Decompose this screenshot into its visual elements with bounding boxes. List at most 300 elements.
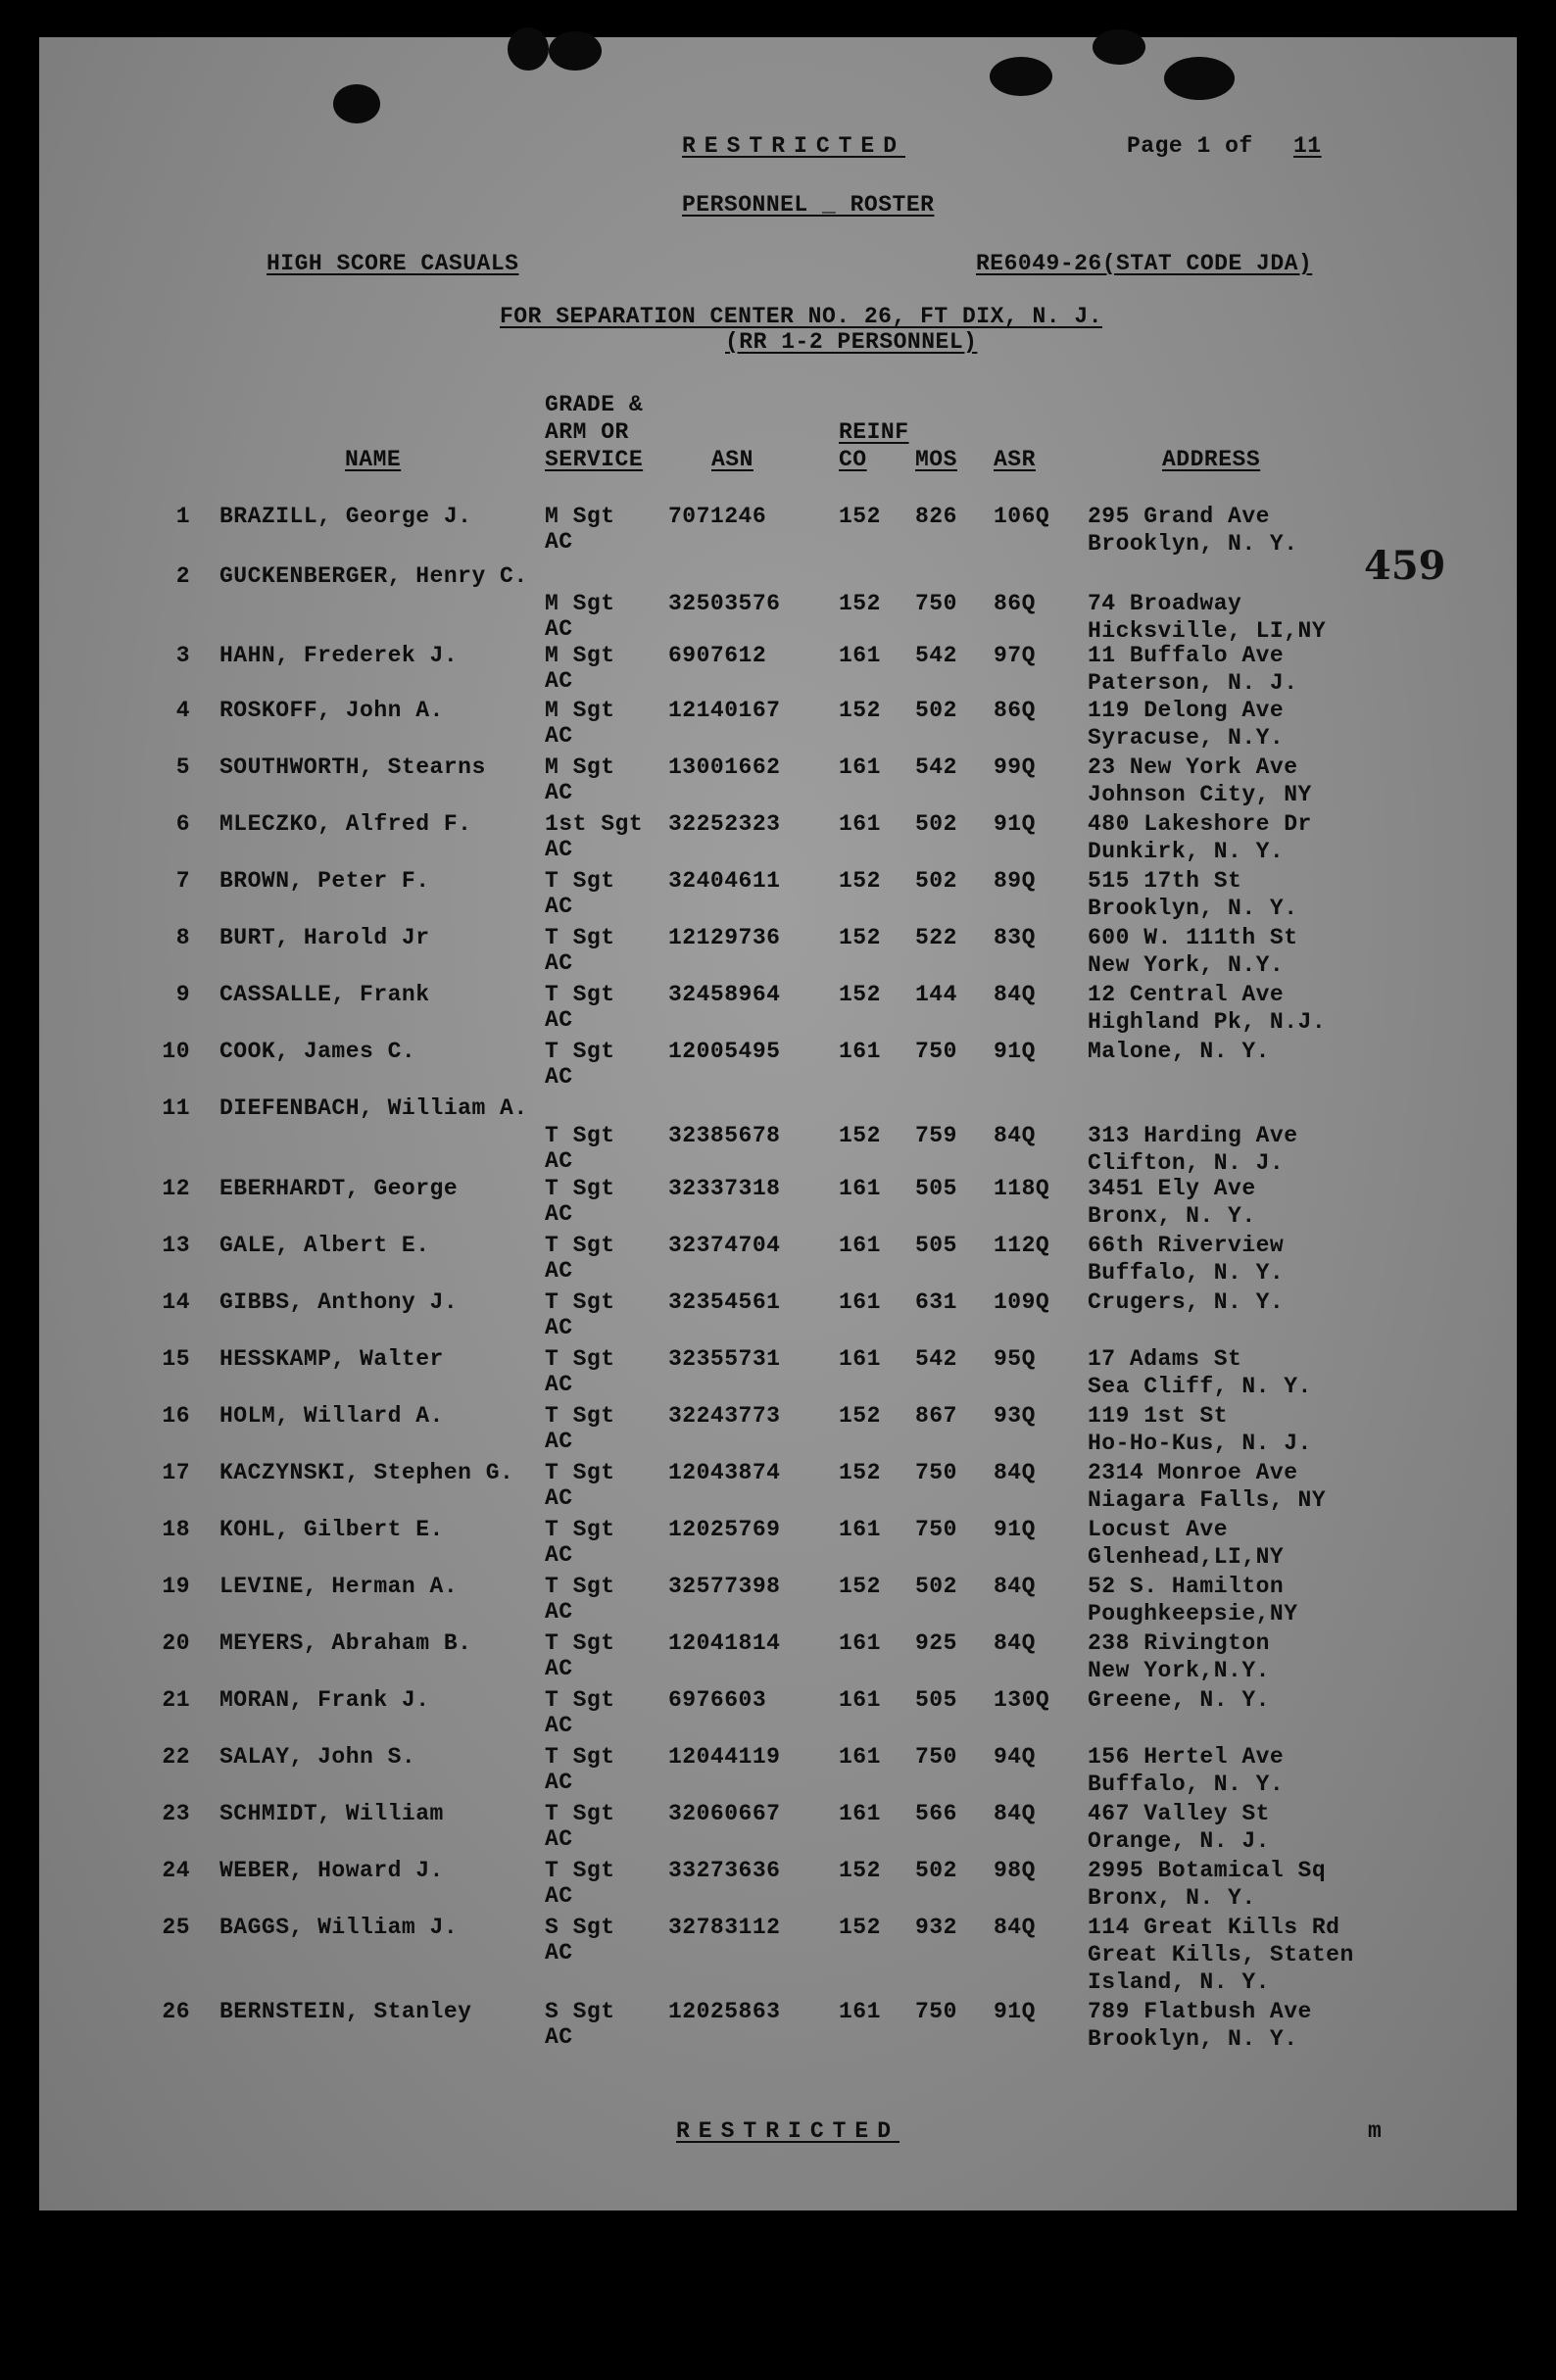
row-name: HESSKAMP, Walter — [219, 1346, 444, 1372]
row-name: DIEFENBACH, William A. — [219, 1095, 528, 1121]
row-grade: T Sgt — [545, 1687, 615, 1713]
row-arm: AC — [545, 1148, 573, 1174]
row-arm: AC — [545, 950, 573, 976]
row-name: SOUTHWORTH, Stearns — [219, 754, 486, 780]
row-asr: 84Q — [994, 1630, 1036, 1656]
row-mos: 826 — [915, 504, 957, 529]
row-address-line1: Malone, N. Y. — [1088, 1039, 1270, 1064]
row-address-line1: 789 Flatbush Ave — [1088, 1999, 1312, 2024]
row-grade: T Sgt — [545, 1744, 615, 1770]
restricted-header: RESTRICTED — [682, 133, 906, 159]
row-address-line2: Johnson City, NY — [1088, 782, 1312, 807]
row-asn: 32783112 — [668, 1915, 781, 1940]
row-mos: 750 — [915, 591, 957, 616]
row-asn: 12129736 — [668, 925, 781, 950]
group-left: HIGH SCORE CASUALS — [267, 251, 519, 276]
row-grade: T Sgt — [545, 1574, 615, 1599]
row-address-line1: 313 Harding Ave — [1088, 1123, 1298, 1148]
row-address-line2: Sea Cliff, N. Y. — [1088, 1374, 1312, 1399]
row-name: HOLM, Willard A. — [219, 1403, 444, 1429]
table-row — [39, 868, 1517, 927]
row-number: 17 — [162, 1460, 190, 1485]
row-co: 152 — [839, 1858, 881, 1883]
row-asn: 32243773 — [668, 1403, 781, 1429]
row-co: 152 — [839, 982, 881, 1007]
row-grade: 1st Sgt — [545, 811, 644, 837]
row-arm: AC — [545, 1064, 573, 1090]
row-address-line2: Paterson, N. J. — [1088, 670, 1298, 696]
row-address-line2: Ho-Ho-Kus, N. J. — [1088, 1431, 1312, 1456]
row-address-line2: Highland Pk, N.J. — [1088, 1009, 1327, 1035]
row-asr: 94Q — [994, 1744, 1036, 1770]
row-asn: 32385678 — [668, 1123, 781, 1148]
row-name: CASSALLE, Frank — [219, 982, 430, 1007]
row-grade: T Sgt — [545, 1801, 615, 1826]
row-grade: T Sgt — [545, 1176, 615, 1201]
row-co: 152 — [839, 1460, 881, 1485]
row-co: 152 — [839, 698, 881, 723]
row-asr: 86Q — [994, 591, 1036, 616]
row-mos: 502 — [915, 1858, 957, 1883]
row-asr: 91Q — [994, 1517, 1036, 1542]
table-row — [39, 1744, 1517, 1803]
row-asr: 91Q — [994, 1999, 1036, 2024]
row-name: HAHN, Frederek J. — [219, 643, 459, 668]
row-co: 152 — [839, 1915, 881, 1940]
row-number: 22 — [162, 1744, 190, 1770]
row-name: MORAN, Frank J. — [219, 1687, 430, 1713]
row-asn: 32354561 — [668, 1289, 781, 1315]
row-number: 26 — [162, 1999, 190, 2024]
row-co: 152 — [839, 1574, 881, 1599]
table-row — [39, 1915, 1517, 1995]
row-grade: M Sgt — [545, 643, 615, 668]
table-row — [39, 982, 1517, 1041]
row-arm: AC — [545, 780, 573, 805]
row-address-line2: Buffalo, N. Y. — [1088, 1772, 1285, 1797]
row-mos: 502 — [915, 698, 957, 723]
row-asr: 109Q — [994, 1289, 1050, 1315]
row-name: ROSKOFF, John A. — [219, 698, 444, 723]
row-asr: 91Q — [994, 811, 1036, 837]
row-co: 152 — [839, 925, 881, 950]
row-asn: 12043874 — [668, 1460, 781, 1485]
row-number: 20 — [162, 1630, 190, 1656]
stamp-number: 459 — [1364, 543, 1446, 589]
row-asr: 84Q — [994, 1915, 1036, 1940]
col-name: NAME — [345, 447, 402, 472]
row-asr: 83Q — [994, 925, 1036, 950]
row-arm: AC — [545, 1940, 573, 1966]
row-address-line2: Poughkeepsie,NY — [1088, 1601, 1298, 1627]
row-mos: 750 — [915, 1460, 957, 1485]
table-row — [39, 698, 1517, 756]
row-grade: T Sgt — [545, 1289, 615, 1315]
row-mos: 502 — [915, 811, 957, 837]
row-arm: AC — [545, 2024, 573, 2050]
row-asr: 84Q — [994, 1460, 1036, 1485]
punch-hole — [990, 57, 1052, 96]
table-row — [39, 1574, 1517, 1632]
row-grade: M Sgt — [545, 591, 615, 616]
row-address-line1: 23 New York Ave — [1088, 754, 1298, 780]
row-address-line1: 74 Broadway — [1088, 591, 1242, 616]
row-address-line2: Dunkirk, N. Y. — [1088, 839, 1285, 864]
row-address-line1: 600 W. 111th St — [1088, 925, 1298, 950]
row-mos: 759 — [915, 1123, 957, 1148]
row-co: 161 — [839, 1801, 881, 1826]
row-asn: 32252323 — [668, 811, 781, 837]
table-row — [39, 1687, 1517, 1746]
group-right: RE6049-26(STAT CODE JDA) — [976, 251, 1313, 276]
row-address-line1: 515 17th St — [1088, 868, 1242, 894]
row-number: 25 — [162, 1915, 190, 1940]
row-name: KACZYNSKI, Stephen G. — [219, 1460, 514, 1485]
row-grade: S Sgt — [545, 1915, 615, 1940]
row-co: 152 — [839, 504, 881, 529]
punch-hole — [1093, 29, 1145, 65]
row-name: BAGGS, William J. — [219, 1915, 459, 1940]
row-number: 12 — [162, 1176, 190, 1201]
row-co: 152 — [839, 1123, 881, 1148]
row-mos: 631 — [915, 1289, 957, 1315]
row-asn: 32503576 — [668, 591, 781, 616]
row-co: 152 — [839, 1403, 881, 1429]
row-asr: 95Q — [994, 1346, 1036, 1372]
row-address-line2: New York, N.Y. — [1088, 952, 1285, 978]
row-asn: 6976603 — [668, 1687, 767, 1713]
row-number: 1 — [175, 504, 190, 529]
row-arm: AC — [545, 1713, 573, 1738]
row-mos: 502 — [915, 868, 957, 894]
row-asr: 84Q — [994, 1801, 1036, 1826]
row-name: KOHL, Gilbert E. — [219, 1517, 444, 1542]
row-arm: AC — [545, 1599, 573, 1625]
row-co: 161 — [839, 1039, 881, 1064]
row-mos: 542 — [915, 1346, 957, 1372]
row-address-line1: 295 Grand Ave — [1088, 504, 1270, 529]
row-co: 161 — [839, 1346, 881, 1372]
row-mos: 502 — [915, 1574, 957, 1599]
table-row — [39, 1517, 1517, 1576]
col-address: ADDRESS — [1162, 447, 1261, 472]
row-arm: AC — [545, 1826, 573, 1852]
row-asn: 12025769 — [668, 1517, 781, 1542]
row-mos: 750 — [915, 1039, 957, 1064]
row-address-line2: Brooklyn, N. Y. — [1088, 896, 1298, 921]
row-grade: T Sgt — [545, 925, 615, 950]
row-address-line2: New York,N.Y. — [1088, 1658, 1270, 1683]
row-name: BRAZILL, George J. — [219, 504, 472, 529]
row-arm: AC — [545, 668, 573, 694]
page-total: 11 — [1293, 133, 1322, 159]
table-row — [39, 1039, 1517, 1097]
col-asn: ASN — [711, 447, 754, 472]
row-address-line1: 11 Buffalo Ave — [1088, 643, 1285, 668]
row-asr: 98Q — [994, 1858, 1036, 1883]
punch-hole — [508, 27, 549, 71]
row-mos: 750 — [915, 1517, 957, 1542]
row-arm: AC — [545, 616, 573, 642]
table-row — [39, 504, 1517, 562]
row-arm: AC — [545, 1315, 573, 1340]
row-co: 161 — [839, 1289, 881, 1315]
table-row — [39, 1346, 1517, 1405]
row-address-line2: Orange, N. J. — [1088, 1828, 1270, 1854]
table-row — [39, 1176, 1517, 1235]
row-address-line1: Greene, N. Y. — [1088, 1687, 1270, 1713]
row-grade: T Sgt — [545, 1233, 615, 1258]
table-row — [39, 811, 1517, 870]
row-address-line1: 238 Rivington — [1088, 1630, 1270, 1656]
row-co: 161 — [839, 1517, 881, 1542]
row-address-line1: 119 1st St — [1088, 1403, 1229, 1429]
row-asn: 13001662 — [668, 754, 781, 780]
row-name: COOK, James C. — [219, 1039, 416, 1064]
row-address-line2: Buffalo, N. Y. — [1088, 1260, 1285, 1286]
row-grade: T Sgt — [545, 1039, 615, 1064]
row-number: 15 — [162, 1346, 190, 1372]
row-arm: AC — [545, 723, 573, 749]
row-number: 4 — [175, 698, 190, 723]
table-row — [39, 1858, 1517, 1917]
row-number: 14 — [162, 1289, 190, 1315]
row-number: 6 — [175, 811, 190, 837]
row-asn: 32374704 — [668, 1233, 781, 1258]
row-number: 13 — [162, 1233, 190, 1258]
row-asr: 84Q — [994, 1123, 1036, 1148]
row-arm: AC — [545, 837, 573, 862]
row-address-line1: 114 Great Kills Rd — [1088, 1915, 1340, 1940]
row-address-line1: 156 Hertel Ave — [1088, 1744, 1285, 1770]
row-arm: AC — [545, 1485, 573, 1511]
row-number: 21 — [162, 1687, 190, 1713]
row-arm: AC — [545, 894, 573, 919]
row-address-line2: Bronx, N. Y. — [1088, 1203, 1256, 1229]
row-asr: 93Q — [994, 1403, 1036, 1429]
row-mos: 566 — [915, 1801, 957, 1826]
restricted-footer: RESTRICTED — [676, 2118, 900, 2144]
col-co: CO — [839, 447, 867, 472]
row-mos: 925 — [915, 1630, 957, 1656]
row-address-line1: 467 Valley St — [1088, 1801, 1270, 1826]
row-grade: M Sgt — [545, 504, 615, 529]
row-grade: T Sgt — [545, 1346, 615, 1372]
row-co: 152 — [839, 591, 881, 616]
row-asn: 7071246 — [668, 504, 767, 529]
col-mos: MOS — [915, 447, 957, 472]
row-co: 161 — [839, 1687, 881, 1713]
row-grade: S Sgt — [545, 1999, 615, 2024]
col-grade-2: ARM OR — [545, 419, 629, 445]
row-co: 161 — [839, 1744, 881, 1770]
row-asn: 12005495 — [668, 1039, 781, 1064]
row-mos: 542 — [915, 754, 957, 780]
row-name: SCHMIDT, William — [219, 1801, 444, 1826]
row-address-line2: Great Kills, Staten — [1088, 1942, 1354, 1967]
personnel-type: (RR 1-2 PERSONNEL) — [725, 329, 978, 355]
table-row — [39, 1233, 1517, 1291]
row-asn: 32060667 — [668, 1801, 781, 1826]
row-asn: 12140167 — [668, 698, 781, 723]
row-grade: T Sgt — [545, 1123, 615, 1148]
row-asn: 12044119 — [668, 1744, 781, 1770]
row-grade: T Sgt — [545, 1517, 615, 1542]
row-asn: 32337318 — [668, 1176, 781, 1201]
table-row — [39, 1403, 1517, 1462]
row-asr: 130Q — [994, 1687, 1050, 1713]
table-row — [39, 643, 1517, 702]
col-grade-1: GRADE & — [545, 392, 644, 417]
row-number: 19 — [162, 1574, 190, 1599]
row-address-line1: 12 Central Ave — [1088, 982, 1285, 1007]
row-asr: 86Q — [994, 698, 1036, 723]
row-number: 7 — [175, 868, 190, 894]
row-co: 161 — [839, 1233, 881, 1258]
row-asr: 89Q — [994, 868, 1036, 894]
row-address-line1: 3451 Ely Ave — [1088, 1176, 1256, 1201]
row-number: 11 — [162, 1095, 190, 1121]
row-name: GUCKENBERGER, Henry C. — [219, 563, 528, 589]
row-number: 5 — [175, 754, 190, 780]
row-number: 3 — [175, 643, 190, 668]
row-asr: 84Q — [994, 1574, 1036, 1599]
row-asn: 33273636 — [668, 1858, 781, 1883]
row-grade: T Sgt — [545, 1403, 615, 1429]
row-number: 8 — [175, 925, 190, 950]
row-number: 23 — [162, 1801, 190, 1826]
row-asr: 91Q — [994, 1039, 1036, 1064]
row-address-line1: Locust Ave — [1088, 1517, 1229, 1542]
row-co: 161 — [839, 811, 881, 837]
row-asn: 32355731 — [668, 1346, 781, 1372]
row-arm: AC — [545, 529, 573, 555]
row-name: GIBBS, Anthony J. — [219, 1289, 459, 1315]
row-asn: 12041814 — [668, 1630, 781, 1656]
table-row — [39, 1801, 1517, 1860]
punch-hole — [549, 31, 602, 71]
row-arm: AC — [545, 1770, 573, 1795]
row-mos: 542 — [915, 643, 957, 668]
col-asr: ASR — [994, 447, 1036, 472]
row-mos: 522 — [915, 925, 957, 950]
row-name: WEBER, Howard J. — [219, 1858, 444, 1883]
row-grade: T Sgt — [545, 1630, 615, 1656]
punch-hole — [1164, 57, 1235, 100]
row-mos: 932 — [915, 1915, 957, 1940]
row-name: MLECZKO, Alfred F. — [219, 811, 472, 837]
row-arm: AC — [545, 1656, 573, 1681]
row-name: SALAY, John S. — [219, 1744, 416, 1770]
punch-hole — [333, 84, 380, 123]
row-mos: 750 — [915, 1999, 957, 2024]
row-arm: AC — [545, 1201, 573, 1227]
row-number: 16 — [162, 1403, 190, 1429]
row-co: 161 — [839, 1630, 881, 1656]
row-address-line1: 66th Riverview — [1088, 1233, 1285, 1258]
row-asr: 118Q — [994, 1176, 1050, 1201]
row-mos: 505 — [915, 1176, 957, 1201]
row-name: LEVINE, Herman A. — [219, 1574, 459, 1599]
row-grade: M Sgt — [545, 754, 615, 780]
row-name: EBERHARDT, George — [219, 1176, 459, 1201]
row-address-line3: Island, N. Y. — [1088, 1969, 1270, 1995]
row-address-line1: 17 Adams St — [1088, 1346, 1242, 1372]
row-address-line2: Bronx, N. Y. — [1088, 1885, 1256, 1911]
row-asr: 84Q — [994, 982, 1036, 1007]
row-mos: 505 — [915, 1233, 957, 1258]
row-grade: T Sgt — [545, 1858, 615, 1883]
row-co: 161 — [839, 1999, 881, 2024]
row-name: GALE, Albert E. — [219, 1233, 430, 1258]
table-row — [39, 925, 1517, 984]
table-row — [39, 754, 1517, 813]
row-mos: 750 — [915, 1744, 957, 1770]
row-asn: 32577398 — [668, 1574, 781, 1599]
row-address-line2: Glenhead,LI,NY — [1088, 1544, 1285, 1570]
row-address-line1: 52 S. Hamilton — [1088, 1574, 1285, 1599]
row-asr: 97Q — [994, 643, 1036, 668]
row-arm: AC — [545, 1883, 573, 1909]
table-row — [39, 1289, 1517, 1348]
row-mos: 144 — [915, 982, 957, 1007]
row-address-line1: 2314 Monroe Ave — [1088, 1460, 1298, 1485]
row-arm: AC — [545, 1542, 573, 1568]
table-row — [39, 563, 1517, 644]
row-number: 2 — [175, 563, 190, 589]
row-address-line2: Brooklyn, N. Y. — [1088, 531, 1298, 557]
page-label: Page 1 of — [1127, 133, 1253, 159]
row-co: 161 — [839, 754, 881, 780]
row-address-line1: 480 Lakeshore Dr — [1088, 811, 1312, 837]
table-row — [39, 1095, 1517, 1176]
row-asr: 99Q — [994, 754, 1036, 780]
corner-mark: m — [1368, 2118, 1383, 2144]
col-grade-3: SERVICE — [545, 447, 644, 472]
table-row — [39, 1999, 1517, 2058]
row-grade: T Sgt — [545, 1460, 615, 1485]
roster-page — [39, 37, 1517, 2210]
row-asn: 32404611 — [668, 868, 781, 894]
row-name: BROWN, Peter F. — [219, 868, 430, 894]
row-mos: 505 — [915, 1687, 957, 1713]
row-name: BURT, Harold Jr — [219, 925, 430, 950]
table-row — [39, 1630, 1517, 1689]
row-number: 10 — [162, 1039, 190, 1064]
row-number: 18 — [162, 1517, 190, 1542]
row-asn: 6907612 — [668, 643, 767, 668]
row-asr: 106Q — [994, 504, 1050, 529]
row-number: 9 — [175, 982, 190, 1007]
table-row — [39, 1460, 1517, 1519]
row-number: 24 — [162, 1858, 190, 1883]
row-grade: M Sgt — [545, 698, 615, 723]
row-mos: 867 — [915, 1403, 957, 1429]
row-address-line1: 119 Delong Ave — [1088, 698, 1285, 723]
row-asn: 12025863 — [668, 1999, 781, 2024]
row-address-line1: Crugers, N. Y. — [1088, 1289, 1285, 1315]
row-address-line2: Hicksville, LI,NY — [1088, 618, 1327, 644]
row-asr: 112Q — [994, 1233, 1050, 1258]
row-arm: AC — [545, 1007, 573, 1033]
row-grade: T Sgt — [545, 982, 615, 1007]
row-co: 152 — [839, 868, 881, 894]
col-reinf: REINF — [839, 419, 909, 445]
row-address-line1: 2995 Botamical Sq — [1088, 1858, 1327, 1883]
row-name: MEYERS, Abraham B. — [219, 1630, 472, 1656]
row-arm: AC — [545, 1429, 573, 1454]
row-name: BERNSTEIN, Stanley — [219, 1999, 472, 2024]
